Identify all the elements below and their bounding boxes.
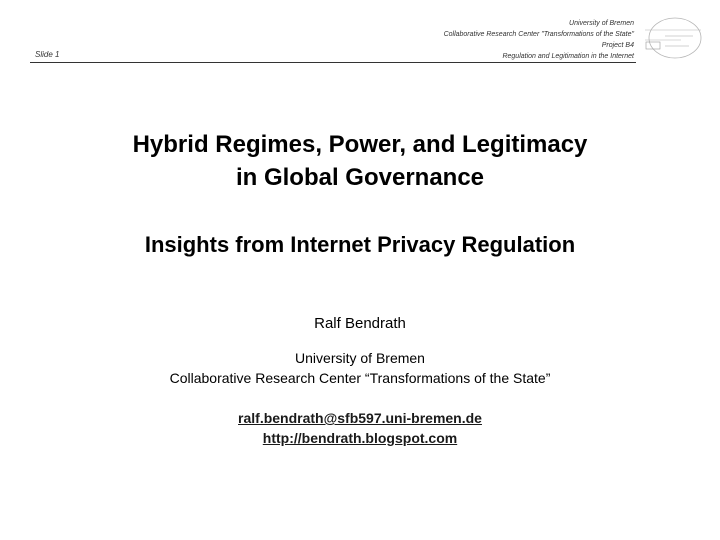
contact-links: [0, 408, 720, 448]
blog-link[interactable]: http://bendrath.blogspot.com: [262, 430, 458, 446]
slide-number: Slide 1: [35, 50, 60, 59]
affiliation-university: University of Bremen: [295, 350, 425, 366]
header-divider: [30, 62, 636, 63]
title-line-2: in Global Governance: [235, 164, 485, 191]
title-line-1: Hybrid Regimes, Power, and Legitimacy: [132, 131, 588, 158]
header-institution: University of Bremen: [569, 20, 634, 27]
sfb-logo-icon: [641, 16, 703, 62]
page-title: [0, 128, 720, 194]
header-project-title: Regulation and Legitimation in the Internet: [502, 53, 634, 60]
affiliation-center: Collaborative Research Center “Transformations of the State”: [169, 370, 551, 386]
header-project: Project B4: [601, 42, 634, 49]
header-info: [444, 18, 634, 62]
page-subtitle: Insights from Internet Privacy Regulation: [144, 232, 576, 257]
author-affiliation: [0, 348, 720, 388]
header-center: Collaborative Research Center "Transformations of the State": [443, 31, 634, 38]
email-link[interactable]: ralf.bendrath@sfb597.uni-bremen.de: [238, 410, 482, 426]
author-name: Ralf Bendrath: [314, 315, 406, 332]
